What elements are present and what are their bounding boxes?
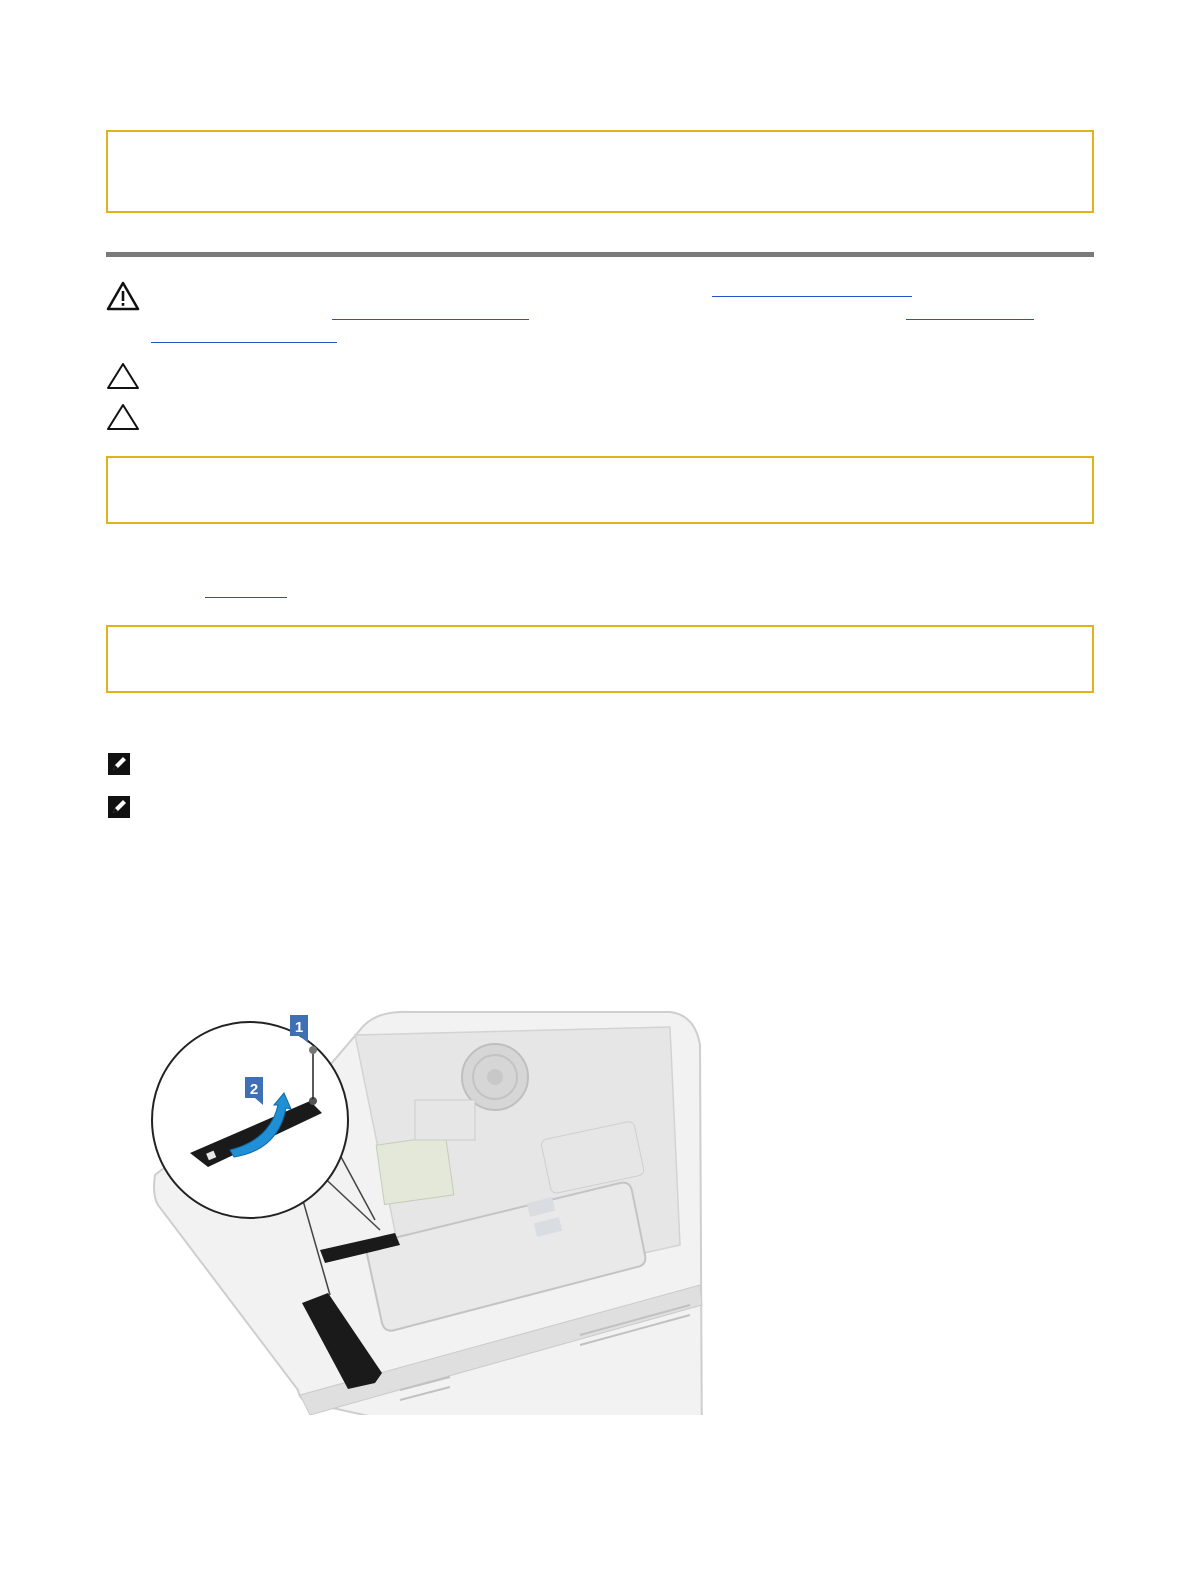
step-link[interactable] [205,597,287,598]
callout-box-top [106,130,1094,213]
callout-label-1: 1 [294,1019,304,1036]
note-pencil-icon [107,752,131,776]
zoom-circle [152,1022,348,1218]
warning-link-4[interactable] [151,342,337,343]
warning-link-2[interactable] [332,319,529,320]
section-divider [106,252,1094,257]
warning-triangle-icon [106,281,140,311]
laptop-ssd-illustration [150,1005,710,1415]
note-pencil-icon [107,795,131,819]
callout-box-lower [106,625,1094,693]
caution-triangle-icon [106,403,140,431]
callout-box-middle [106,456,1094,524]
warning-link-3[interactable] [906,319,1034,320]
caution-triangle-icon [106,362,140,390]
callout-label-2: 2 [249,1081,259,1098]
warning-link-1[interactable] [712,296,912,297]
